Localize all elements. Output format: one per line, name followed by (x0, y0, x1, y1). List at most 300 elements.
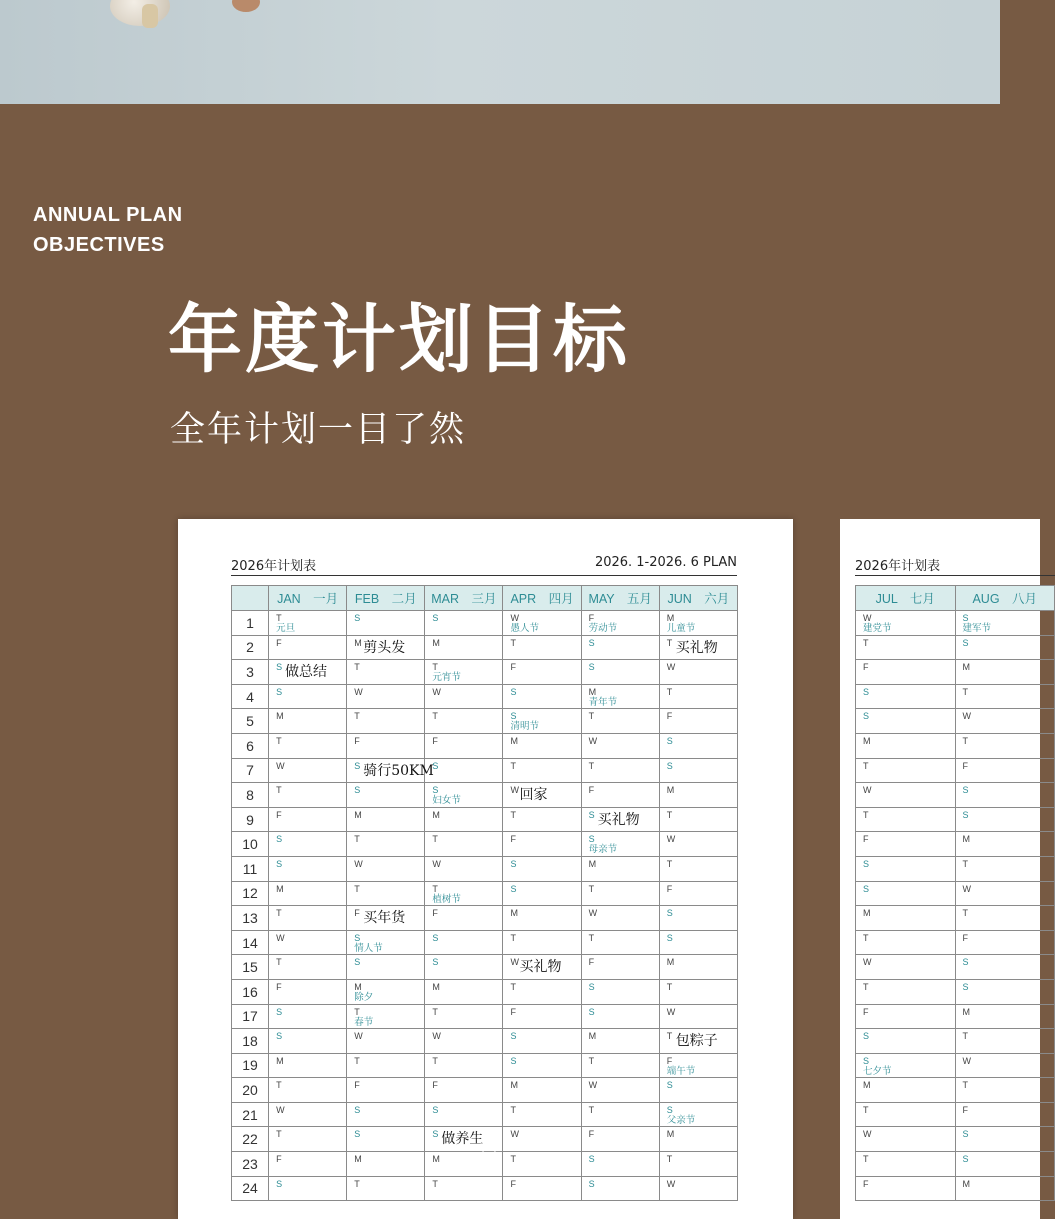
day-cell (581, 733, 659, 758)
weekday-label: T (510, 1154, 516, 1165)
day-cell (347, 1176, 425, 1201)
day-cell (955, 1102, 1055, 1127)
hero-photo (0, 0, 1000, 104)
weekday-label: T (962, 908, 968, 919)
weekday-label: W (666, 1006, 676, 1017)
date-row (232, 1078, 738, 1103)
weekday-label: M (666, 1129, 675, 1140)
day-cell (581, 1127, 659, 1152)
day-cell (581, 1029, 659, 1054)
day-cell (659, 783, 737, 808)
day-cell (503, 660, 581, 685)
date-row (856, 635, 1055, 660)
day-cell (581, 955, 659, 980)
section-tag (33, 200, 183, 260)
day-cell (269, 684, 347, 709)
day-cell (659, 930, 737, 955)
date-row (856, 1127, 1055, 1152)
date-row (232, 635, 738, 660)
weekday-label: S (588, 637, 595, 648)
handwritten-note: 包粽子 (675, 1033, 718, 1050)
weekday-label: S (962, 981, 969, 992)
weekday-label: F (588, 613, 595, 623)
weekday-label: T (666, 1154, 673, 1165)
day-cell (503, 979, 581, 1004)
day-cell (659, 611, 737, 636)
date-row (856, 758, 1055, 783)
date-number: 16 (232, 979, 269, 1004)
date-number: 10 (232, 832, 269, 857)
weekday-label: S (354, 957, 361, 968)
date-row (232, 807, 738, 832)
section-tag-line2: OBJECTIVES (33, 234, 165, 256)
day-cell (269, 856, 347, 881)
day-cell (856, 1127, 956, 1152)
weekday-label: W (510, 957, 519, 968)
day-cell (503, 733, 581, 758)
weekday-label: W (863, 785, 872, 796)
day-cell (425, 930, 503, 955)
weekday-label: W (962, 711, 971, 722)
date-row (856, 807, 1055, 832)
day-cell (503, 1053, 581, 1078)
day-cell (581, 832, 659, 857)
holiday-label: 清明节 (510, 721, 539, 733)
holiday-label: 七夕节 (863, 1065, 892, 1077)
planner-table (231, 585, 738, 1201)
day-cell (581, 758, 659, 783)
date-row (856, 709, 1055, 734)
weekday-label: S (962, 1154, 969, 1165)
weekday-label: S (432, 785, 439, 796)
day-cell (659, 1127, 737, 1152)
date-number: 2 (232, 635, 269, 660)
weekday-label: F (666, 883, 673, 894)
handwritten-note: 做养生 (441, 1131, 484, 1148)
weekday-label: M (666, 957, 675, 968)
weekday-label: T (354, 1055, 360, 1066)
weekday-label: T (863, 1104, 869, 1115)
weekday-label: S (863, 858, 870, 869)
day-cell (347, 733, 425, 758)
day-cell (425, 979, 503, 1004)
weekday-label: W (588, 735, 598, 746)
day-cell (269, 660, 347, 685)
day-cell (269, 1078, 347, 1103)
day-cell (659, 635, 737, 660)
holiday-label: 愚人节 (510, 623, 539, 634)
day-cell (269, 758, 347, 783)
day-cell (503, 856, 581, 881)
day-cell (581, 906, 659, 931)
date-row (856, 783, 1055, 808)
date-number: 21 (232, 1102, 269, 1127)
day-cell (269, 930, 347, 955)
weekday-label: T (276, 613, 282, 623)
month-header: MAY 五月 (581, 586, 659, 611)
handwritten-note: 买礼物 (519, 959, 562, 976)
holiday-label: 情人节 (354, 942, 383, 954)
weekday-label: W (354, 1031, 363, 1042)
day-cell (955, 1078, 1055, 1103)
weekday-label: F (276, 981, 282, 992)
weekday-label: S (510, 711, 517, 722)
weekday-label: F (588, 785, 595, 796)
weekday-label: S (354, 785, 361, 796)
day-cell (659, 906, 737, 931)
day-cell (955, 832, 1055, 857)
weekday-label: F (510, 662, 516, 673)
planner-header-row (232, 586, 738, 611)
weekday-label: M (863, 735, 871, 746)
day-cell (581, 1176, 659, 1201)
weekday-label: S (276, 686, 283, 697)
day-cell (659, 709, 737, 734)
day-cell (269, 611, 347, 636)
weekday-label: M (666, 785, 675, 796)
weekday-label: W (962, 1055, 971, 1066)
weekday-label: M (588, 1031, 597, 1042)
day-cell (269, 832, 347, 857)
day-cell (581, 1004, 659, 1029)
day-cell (347, 1102, 425, 1127)
day-cell (955, 1152, 1055, 1177)
weekday-label: S (276, 834, 283, 845)
day-cell (269, 955, 347, 980)
weekday-label: F (863, 1178, 869, 1189)
weekday-label: F (510, 1006, 516, 1017)
date-number: 4 (232, 684, 269, 709)
weekday-label: S (962, 613, 969, 623)
day-cell (425, 783, 503, 808)
month-header: FEB 二月 (347, 586, 425, 611)
day-cell (425, 1029, 503, 1054)
weekday-label: T (863, 981, 869, 992)
day-cell (425, 906, 503, 931)
day-cell (856, 930, 956, 955)
weekday-label: M (432, 981, 440, 992)
weekday-label: W (666, 834, 676, 845)
day-cell (503, 807, 581, 832)
day-cell (347, 906, 425, 931)
weekday-label: F (666, 1055, 673, 1066)
day-cell (347, 856, 425, 881)
weekday-label: T (354, 834, 360, 845)
weekday-label: T (962, 858, 968, 869)
weekday-label: F (354, 735, 360, 746)
day-cell (269, 1176, 347, 1201)
weekday-label: F (432, 908, 438, 919)
day-cell (425, 635, 503, 660)
weekday-label: S (354, 932, 361, 943)
weekday-label: T (588, 711, 595, 722)
weekday-label: T (510, 981, 516, 992)
weekday-label: W (276, 760, 285, 771)
day-cell (347, 807, 425, 832)
weekday-label: W (666, 1178, 676, 1189)
date-number: 3 (232, 660, 269, 685)
date-row (856, 881, 1055, 906)
weekday-label: S (588, 1154, 595, 1165)
date-row (856, 856, 1055, 881)
day-cell (425, 660, 503, 685)
date-row (856, 611, 1055, 636)
weekday-label: T (276, 1129, 282, 1140)
date-row (232, 856, 738, 881)
date-number: 22 (232, 1127, 269, 1152)
day-cell (856, 1029, 956, 1054)
weekday-label: S (666, 908, 673, 919)
day-cell (503, 1127, 581, 1152)
planner-header-row (856, 586, 1055, 611)
day-cell (856, 709, 956, 734)
weekday-label: T (666, 809, 673, 820)
weekday-label: W (588, 908, 598, 919)
day-cell (503, 1176, 581, 1201)
date-number: 13 (232, 906, 269, 931)
day-cell (659, 1029, 737, 1054)
weekday-label: T (354, 711, 360, 722)
planner-table (855, 585, 1055, 1201)
weekday-label: T (432, 1006, 438, 1017)
weekday-label: M (276, 711, 284, 722)
day-cell (503, 635, 581, 660)
date-row (856, 1053, 1055, 1078)
date-row (232, 611, 738, 636)
day-cell (581, 856, 659, 881)
month-header: APR 四月 (503, 586, 581, 611)
weekday-label: S (432, 613, 439, 623)
day-cell (347, 832, 425, 857)
photo-object (232, 0, 260, 12)
weekday-label: S (962, 1129, 969, 1140)
weekday-label: T (666, 981, 673, 992)
weekday-label: F (588, 1129, 595, 1140)
holiday-label: 端午节 (666, 1065, 696, 1077)
weekday-label: W (666, 662, 676, 673)
day-cell (955, 684, 1055, 709)
day-cell (581, 1102, 659, 1127)
day-cell (856, 684, 956, 709)
day-cell (955, 807, 1055, 832)
weekday-label: M (354, 981, 362, 992)
weekday-label: S (962, 957, 969, 968)
weekday-label: T (863, 637, 869, 648)
weekday-label: F (863, 1006, 869, 1017)
date-number: 14 (232, 930, 269, 955)
day-cell (347, 881, 425, 906)
day-cell (503, 783, 581, 808)
day-cell (347, 930, 425, 955)
weekday-label: M (510, 735, 518, 746)
weekday-label: M (962, 1006, 970, 1017)
day-cell (425, 1078, 503, 1103)
weekday-label: W (276, 1104, 285, 1115)
handwritten-note: 买礼物 (675, 639, 718, 656)
date-row (232, 758, 738, 783)
weekday-label: F (666, 711, 673, 722)
date-row (232, 783, 738, 808)
weekday-label: F (432, 735, 438, 746)
day-cell (856, 832, 956, 857)
weekday-label: W (276, 932, 285, 943)
weekday-label: T (354, 1006, 360, 1017)
day-cell (503, 906, 581, 931)
weekday-label: S (432, 957, 439, 968)
day-cell (856, 807, 956, 832)
weekday-label: W (354, 858, 363, 869)
weekday-label: S (510, 1055, 517, 1066)
planner-title: 2026年计划表 (855, 559, 941, 574)
day-cell (581, 709, 659, 734)
weekday-label: S (962, 809, 969, 820)
day-cell (269, 1029, 347, 1054)
day-cell (659, 733, 737, 758)
day-cell (659, 1152, 737, 1177)
day-cell (955, 856, 1055, 881)
day-cell (856, 1004, 956, 1029)
day-cell (269, 1127, 347, 1152)
date-number: 19 (232, 1053, 269, 1078)
weekday-label: F (863, 834, 869, 845)
date-row (232, 832, 738, 857)
day-cell (269, 1152, 347, 1177)
weekday-label: S (962, 637, 969, 648)
day-cell (581, 1152, 659, 1177)
date-row (856, 930, 1055, 955)
day-cell (269, 1053, 347, 1078)
weekday-label: W (510, 785, 519, 796)
day-cell (425, 807, 503, 832)
weekday-label: M (432, 1154, 440, 1165)
month-header: JUL 七月 (856, 586, 956, 611)
month-header: JAN 一月 (269, 586, 347, 611)
weekday-label: S (276, 1006, 283, 1017)
day-cell (269, 906, 347, 931)
date-row (232, 1102, 738, 1127)
day-cell (856, 1053, 956, 1078)
weekday-label: F (276, 637, 282, 648)
day-cell (659, 856, 737, 881)
day-cell (425, 856, 503, 881)
day-cell (955, 881, 1055, 906)
date-number: 7 (232, 758, 269, 783)
date-row (856, 1029, 1055, 1054)
day-cell (856, 856, 956, 881)
section-tag-line1: ANNUAL PLAN (33, 204, 183, 226)
day-cell (269, 1102, 347, 1127)
date-number: 11 (232, 856, 269, 881)
weekday-label: F (276, 809, 282, 820)
day-cell (581, 930, 659, 955)
day-cell (581, 611, 659, 636)
day-cell (503, 611, 581, 636)
day-cell (347, 1078, 425, 1103)
weekday-label: T (588, 1104, 595, 1115)
weekday-label: S (354, 760, 361, 771)
weekday-label: S (666, 1104, 673, 1115)
weekday-label: T (510, 637, 516, 648)
day-cell (347, 1053, 425, 1078)
handwritten-note: 回家 (519, 787, 548, 804)
weekday-label: S (863, 686, 870, 697)
day-cell (955, 979, 1055, 1004)
date-row (232, 906, 738, 931)
day-cell (659, 684, 737, 709)
weekday-label: S (863, 711, 870, 722)
handwritten-note: 做总结 (285, 664, 328, 681)
date-number: 18 (232, 1029, 269, 1054)
day-cell (856, 881, 956, 906)
weekday-label: S (276, 858, 283, 869)
weekday-label: W (432, 686, 441, 697)
day-cell (581, 635, 659, 660)
day-cell (856, 783, 956, 808)
day-cell (581, 684, 659, 709)
day-cell (269, 881, 347, 906)
planner-rule (855, 575, 1055, 576)
weekday-label: T (588, 883, 595, 894)
date-row (856, 660, 1055, 685)
weekday-label: F (962, 1104, 968, 1115)
weekday-label: T (666, 1031, 673, 1042)
weekday-label: T (276, 785, 282, 796)
weekday-label: T (510, 760, 516, 771)
day-cell (425, 832, 503, 857)
date-row (232, 1004, 738, 1029)
holiday-label: 父亲节 (666, 1114, 696, 1126)
weekday-label: T (962, 1031, 968, 1042)
photo-object-accent (142, 4, 158, 28)
day-cell (269, 1004, 347, 1029)
day-cell (659, 1078, 737, 1103)
weekday-label: W (510, 613, 519, 623)
day-cell (659, 979, 737, 1004)
weekday-label: S (276, 662, 283, 673)
day-cell (856, 635, 956, 660)
page-subtitle: 全年计划一目了然 (170, 410, 467, 450)
day-cell (503, 955, 581, 980)
date-row (232, 1029, 738, 1054)
date-number: 15 (232, 955, 269, 980)
day-cell (503, 832, 581, 857)
weekday-label: T (432, 711, 438, 722)
day-cell (425, 1102, 503, 1127)
weekday-label: F (432, 1080, 438, 1091)
day-cell (955, 783, 1055, 808)
weekday-label: M (354, 1154, 362, 1165)
date-number: 24 (232, 1176, 269, 1201)
holiday-label: 除夕 (354, 991, 374, 1003)
date-number: 23 (232, 1152, 269, 1177)
holiday-label: 劳动节 (588, 623, 618, 634)
day-cell (581, 807, 659, 832)
weekday-label: F (510, 1178, 516, 1189)
weekday-label: T (962, 1080, 968, 1091)
date-number: 6 (232, 733, 269, 758)
day-cell (581, 1053, 659, 1078)
handwritten-note: 剪头发 (363, 639, 406, 656)
date-number: 12 (232, 881, 269, 906)
weekday-label: S (276, 1031, 283, 1042)
weekday-label: T (863, 1154, 869, 1165)
day-cell (856, 1078, 956, 1103)
weekday-label: S (863, 1055, 870, 1066)
page-title: 年度计划目标 (168, 297, 630, 383)
date-row (856, 1004, 1055, 1029)
day-cell (503, 709, 581, 734)
weekday-label: T (510, 809, 516, 820)
